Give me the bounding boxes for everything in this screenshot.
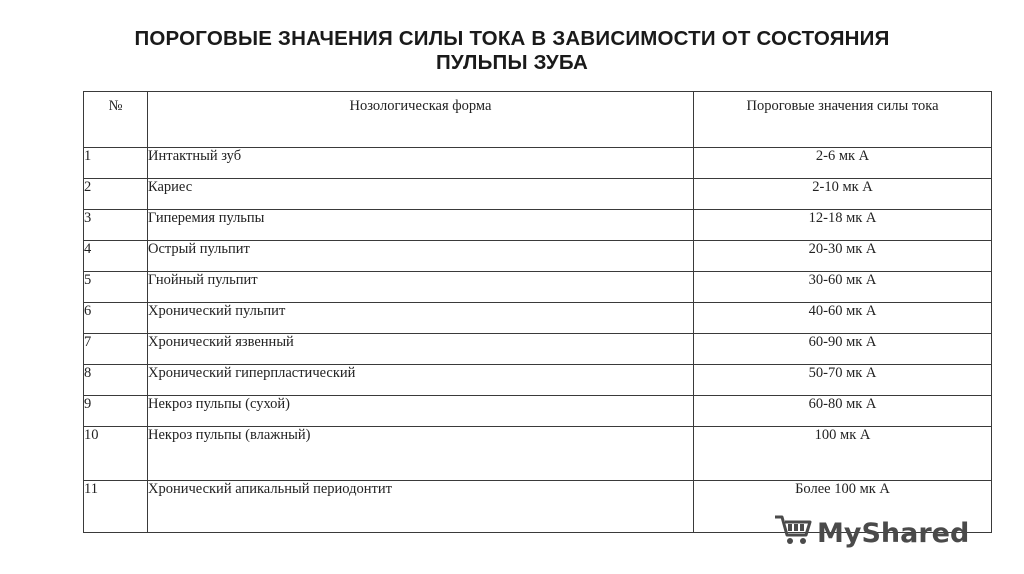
- row-form: Гиперемия пульпы: [148, 210, 694, 241]
- header-value: Пороговые значения силы тока: [694, 92, 992, 148]
- row-num: 4: [84, 241, 148, 272]
- threshold-table: [83, 91, 992, 533]
- table-row: [84, 210, 992, 241]
- row-num: 5: [84, 272, 148, 303]
- title-line-1: ПОРОГОВЫЕ ЗНАЧЕНИЯ СИЛЫ ТОКА В ЗАВИСИМОСТИ ОТ СОСТОЯНИЯ: [134, 27, 890, 50]
- table-row: [84, 241, 992, 272]
- header-form: Нозологическая форма: [148, 92, 694, 148]
- row-form: Хронический пульпит: [148, 303, 694, 334]
- watermark-text: MyShared: [817, 517, 970, 549]
- row-value: 40-60 мк А: [694, 303, 992, 334]
- row-num: 6: [84, 303, 148, 334]
- table-row: [84, 303, 992, 334]
- row-num: 3: [84, 210, 148, 241]
- row-form: Некроз пульпы (влажный): [148, 427, 694, 481]
- row-value: 60-90 мк А: [694, 334, 992, 365]
- row-form: Хронический гиперпластический: [148, 365, 694, 396]
- myshared-watermark: [773, 515, 983, 551]
- slide-title: [0, 27, 1024, 75]
- row-form: Острый пульпит: [148, 241, 694, 272]
- row-value: 12-18 мк А: [694, 210, 992, 241]
- table-row: [84, 179, 992, 210]
- row-form: Хронический язвенный: [148, 334, 694, 365]
- row-num: 7: [84, 334, 148, 365]
- table-row: [84, 427, 992, 481]
- row-value: 30-60 мк А: [694, 272, 992, 303]
- table-row: [84, 365, 992, 396]
- table-row: [84, 396, 992, 427]
- row-form: Интактный зуб: [148, 148, 694, 179]
- title-line-2: ПУЛЬПЫ ЗУБА: [435, 51, 589, 74]
- row-value: 2-6 мк А: [694, 148, 992, 179]
- table-row: [84, 272, 992, 303]
- row-value: 60-80 мк А: [694, 396, 992, 427]
- table-row: [84, 334, 992, 365]
- row-form: Хронический апикальный периодонтит: [148, 481, 694, 533]
- row-value: 2-10 мк А: [694, 179, 992, 210]
- row-form: Кариес: [148, 179, 694, 210]
- row-num: 9: [84, 396, 148, 427]
- row-value: 20-30 мк А: [694, 241, 992, 272]
- row-num: 10: [84, 427, 148, 481]
- row-num: 1: [84, 148, 148, 179]
- row-form: Гнойный пульпит: [148, 272, 694, 303]
- row-num: 8: [84, 365, 148, 396]
- row-value: Более 100 мк А: [694, 481, 992, 533]
- row-num: 2: [84, 179, 148, 210]
- table-header-row: [84, 92, 992, 148]
- header-num: №: [84, 92, 148, 148]
- row-value: 100 мк А: [694, 427, 992, 481]
- row-form: Некроз пульпы (сухой): [148, 396, 694, 427]
- row-value: 50-70 мк А: [694, 365, 992, 396]
- row-num: 11: [84, 481, 148, 533]
- table-row: [84, 148, 992, 179]
- cart-icon: [773, 513, 817, 554]
